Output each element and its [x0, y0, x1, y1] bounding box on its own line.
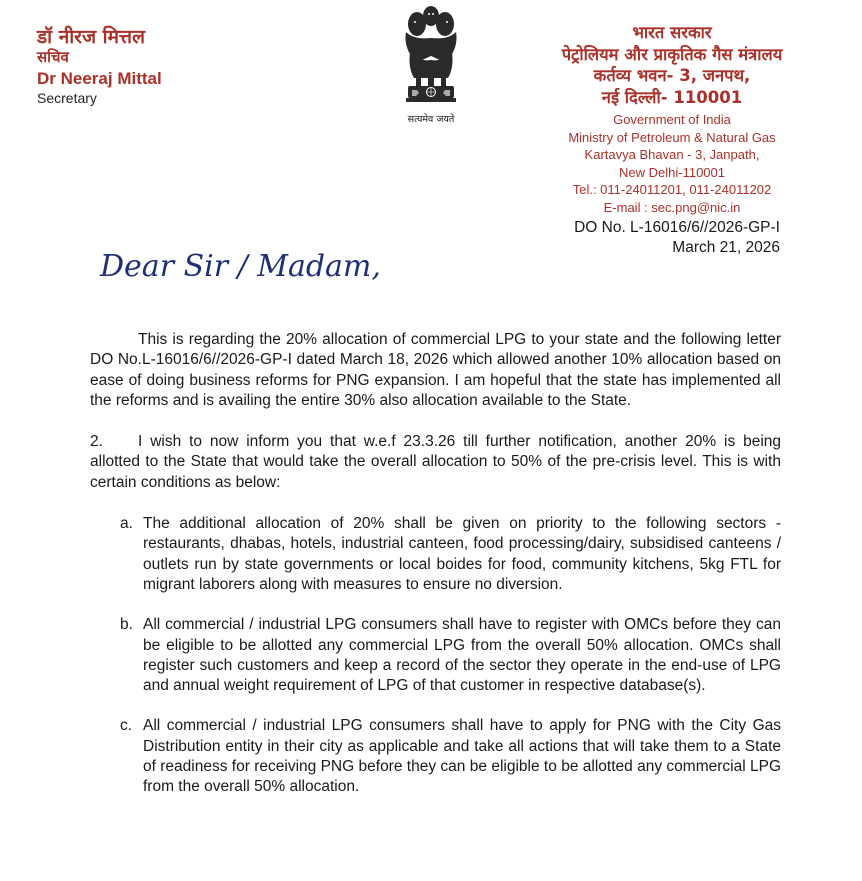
office-line-hindi-1: भारत सरकार [632, 23, 712, 42]
emblem-block [383, 2, 479, 125]
conditions-list [120, 514, 781, 798]
paragraph-2 [90, 432, 781, 493]
office-line-3: Kartavya Bhavan - 3, Janpath, [584, 147, 760, 162]
list-item-marker: a. [120, 515, 133, 533]
handwritten-salutation [98, 243, 381, 291]
list-item-text: All commercial / industrial LPG consumers shall have to apply for PNG with the City Gas Distribution entity in their city as applicable and take all actions that will take them to a State of readiness for receiving PNG before they can be eligible to be allotted any commercial LPG from the overall 50% allocation. [143, 717, 781, 796]
letter-body [90, 330, 781, 818]
sender-title-hindi: सचिव [37, 48, 69, 66]
sender-name-hindi: डॉ नीरज मित्तल [37, 26, 145, 48]
list-item [120, 514, 781, 595]
office-address-block [522, 22, 822, 216]
salutation [98, 243, 381, 296]
office-line-hindi-2: पेट्रोलियम और प्राकृतिक गैस मंत्रालय [561, 44, 783, 64]
letter-date: March 21, 2026 [672, 239, 780, 256]
list-item-text: The additional allocation of 20% shall be given on priority to the following sectors - restaurants, dhabas, hotels, industrial canteen, food processing/dairy, subsidised canteens / outlets run by state governments or local boides for food, community kitchens, 5kg FTL for migrant laborers along with measures to ensure no diversion. [143, 515, 781, 593]
list-item-marker: c. [120, 717, 133, 735]
svg-text:Dear Sir / Madam,: Dear Sir / Madam, [100, 249, 381, 284]
office-line-4: New Delhi-110001 [619, 164, 725, 180]
sender-block [37, 26, 162, 107]
list-item [120, 716, 781, 797]
list-item-marker: b. [120, 616, 133, 634]
sender-title: Secretary [37, 90, 97, 106]
do-number: DO No. L-16016/6//2026-GP-I [574, 219, 780, 236]
office-line-1: Government of India [613, 112, 731, 127]
paragraph-2-number: 2. [90, 433, 103, 451]
national-emblem-icon [398, 2, 464, 114]
emblem-motto: सत्यमेव जयते [407, 114, 455, 125]
office-email: E-mail : sec.png@nic.in [603, 199, 741, 215]
office-line-2: Ministry of Petroleum & Natural Gas [568, 129, 776, 145]
paragraph-2-text: I wish to now inform you that w.e.f 23.3.26 till further notification, another 20% is being allotted to the State that would take the overall allocation to 50% of the pre-crisis level. This is with certain conditions as below: [90, 433, 781, 491]
office-line-hindi-3: कर्तव्य भवन- 3, जनपथ, [593, 66, 751, 85]
office-telephone: Tel.: 011-24011201, 011-24011202 [572, 182, 772, 197]
office-line-hindi-4: नई दिल्ली- 110001 [601, 87, 743, 107]
reference-block [574, 218, 780, 258]
list-item [120, 615, 781, 696]
sender-name: Dr Neeraj Mittal [37, 69, 162, 88]
list-item-text: All commercial / industrial LPG consumers shall have to register with OMCs before they can be eligible to be allotted any commercial LPG from the overall 50% allocation. OMCs shall register such customers and keep a record of the sector they operate in the end-use of LPG and annual weight requirement of LPG of that customer in respective database(s). [143, 616, 781, 695]
paragraph-1: This is regarding the 20% allocation of commercial LPG to your state and the following letter DO No.L-16016/6//2026-GP-I dated March 18, 2026 which allowed another 10% allocation based on ease of doing business reforms for PNG expansion. I am hopeful that the state has implemented all the reforms and is availing the entire 30% also allocation available to the State. [90, 331, 781, 409]
